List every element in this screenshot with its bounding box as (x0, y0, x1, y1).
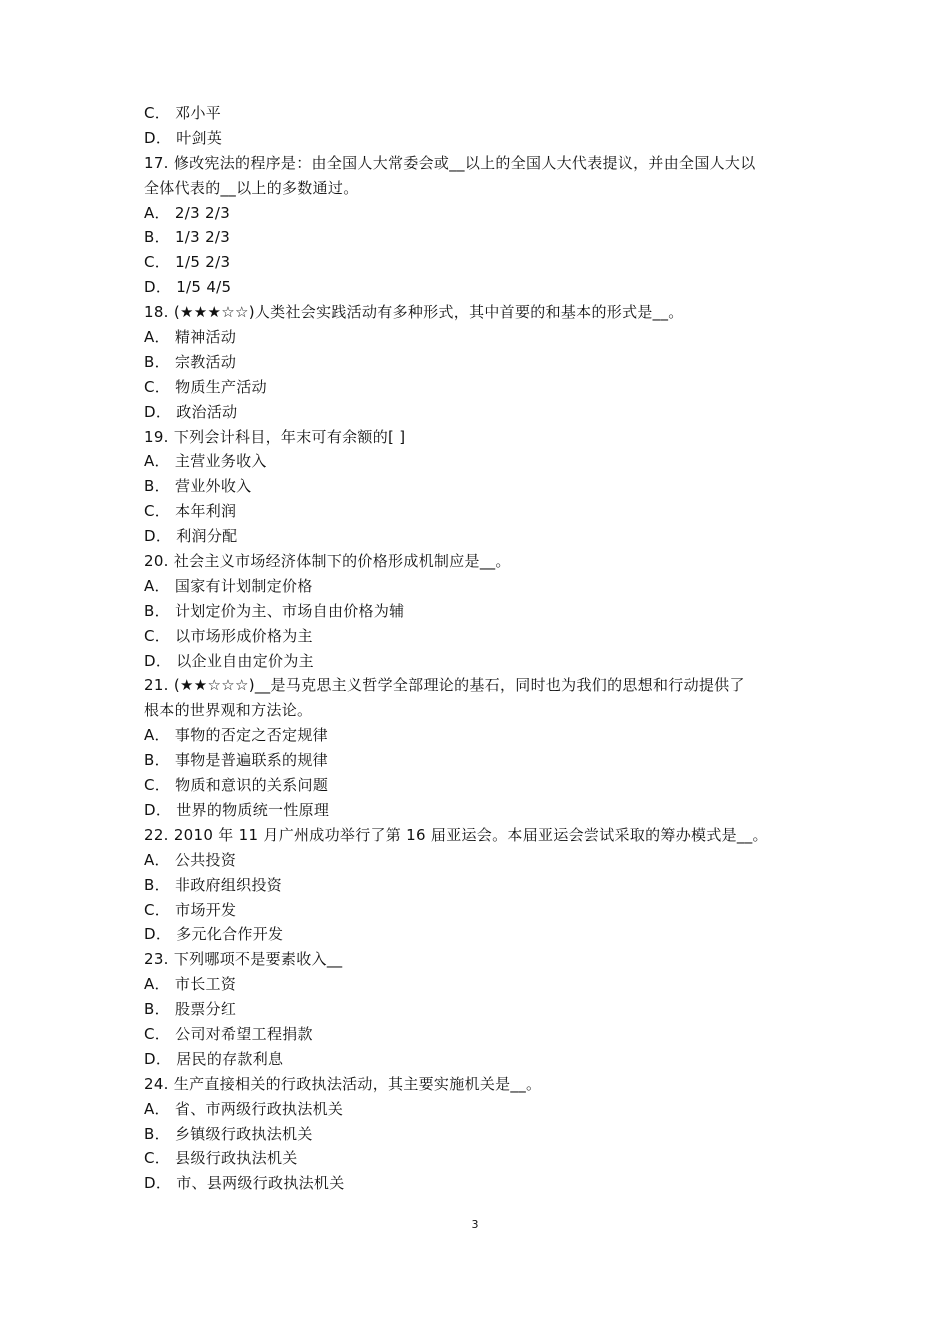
question-18: 18. (★★★☆☆)人类社会实践活动有多种形式，其中首要的和基本的形式是__。 (144, 303, 684, 322)
option-b: B． 股票分红 (144, 1000, 237, 1019)
question-17-continued: 全体代表的__以上的多数通过。 (144, 178, 359, 197)
option-a: A． 国家有计划制定价格 (144, 576, 313, 595)
option-c: C． 邓小平 (144, 104, 222, 122)
option-b: B． 1/3 2/3 (144, 228, 231, 247)
option-a: A． 2/3 2/3 (144, 203, 231, 222)
question-21: 21. (★★☆☆☆)__是马克思主义哲学全部理论的基石，同时也为我们的思想和行动提供了 (144, 676, 745, 695)
question-20: 20. 社会主义市场经济体制下的价格形成机制应是__。 (144, 552, 511, 571)
option-a: A． 主营业务收入 (144, 452, 267, 471)
question-19: 19. 下列会计科目，年末可有余额的[ ] (144, 427, 406, 446)
option-d: D． 居民的存款利息 (144, 1049, 284, 1068)
option-c: C． 市场开发 (144, 900, 237, 919)
option-a: A． 公共投资 (144, 850, 237, 869)
option-b: B． 营业外收入 (144, 477, 252, 496)
option-a: A． 事物的否定之否定规律 (144, 726, 328, 745)
option-d: D． 以企业自由定价为主 (144, 651, 314, 670)
option-c: C． 物质和意识的关系问题 (144, 776, 329, 795)
option-d: D． 政治活动 (144, 402, 238, 421)
option-c: C． 县级行政执法机关 (144, 1149, 298, 1168)
option-d: D． 1/5 4/5 (144, 278, 232, 297)
question-24: 24. 生产直接相关的行政执法活动，其主要实施机关是__。 (144, 1074, 542, 1093)
option-d: D． 市、县两级行政执法机关 (144, 1174, 345, 1193)
option-b: B． 乡镇级行政执法机关 (144, 1124, 313, 1143)
option-b: B． 事物是普遍联系的规律 (144, 751, 328, 770)
option-b: B． 宗教活动 (144, 352, 237, 371)
question-21-continued: 根本的世界观和方法论。 (144, 701, 313, 720)
option-b: B． 计划定价为主、市场自由价格为辅 (144, 601, 405, 620)
page-number: 3 (471, 1218, 479, 1231)
option-c: C． 物质生产活动 (144, 377, 267, 396)
question-22: 22. 2010 年 11 月广州成功举行了第 16 届亚运会。本届亚运会尝试采取的筹办模式是__。 (144, 825, 768, 844)
option-a: A． 省、市两级行政执法机关 (144, 1099, 344, 1118)
option-c: C． 公司对希望工程捐款 (144, 1024, 313, 1043)
option-d: D． 叶剑英 (144, 128, 223, 147)
option-c: C． 以市场形成价格为主 (144, 626, 313, 645)
document-body (144, 101, 824, 1196)
option-c: C． 本年利润 (144, 502, 237, 521)
option-d: D． 多元化合作开发 (144, 925, 284, 944)
option-a: A． 市长工资 (144, 975, 237, 994)
option-d: D． 世界的物质统一性原理 (144, 800, 330, 819)
option-b: B． 非政府组织投资 (144, 875, 283, 894)
option-d: D． 利润分配 (144, 527, 238, 546)
question-23: 23. 下列哪项不是要素收入__ (144, 950, 343, 969)
option-a: A． 精神活动 (144, 328, 237, 347)
question-17: 17. 修改宪法的程序是：由全国人大常委会或__以上的全国人大代表提议，并由全国人大以 (144, 153, 756, 172)
option-c: C． 1/5 2/3 (144, 253, 231, 272)
